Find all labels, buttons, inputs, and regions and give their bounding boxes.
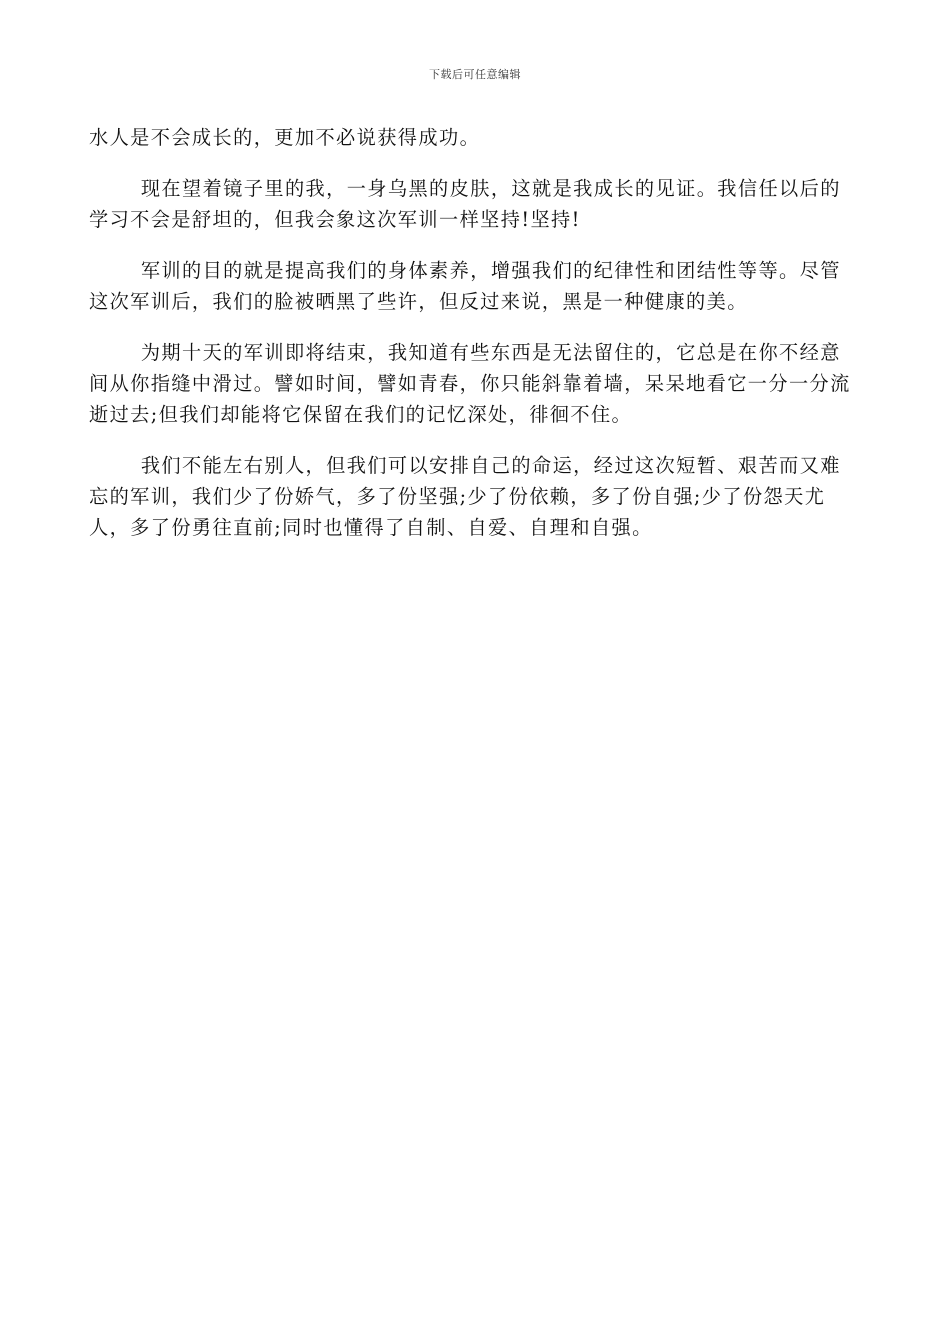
page-header: 下载后可任意编辑 — [429, 68, 521, 81]
paragraph-training-purpose: 军训的目的就是提高我们的身体素养，增强我们的纪律性和团结性等等。尽管这次军训后，我们的脸被晒黑了些许，但反过来说，黑是一种健康的美。 — [89, 259, 841, 313]
paragraph-mirror: 现在望着镜子里的我，一身乌黑的皮肤，这就是我成长的见证。我信任以后的学习不会是舒坦的，但我会象这次军训一样坚持!坚持! — [89, 177, 841, 231]
paragraph-ten-days: 为期十天的军训即将结束，我知道有些东西是无法留住的，它总是在你不经意间从你指缝中滑过。譬如时间，譬如青春，你只能斜靠着墙，呆呆地看它一分一分流逝过去;但我们却能将它保留在我们的记忆深处，徘徊不住。 — [89, 341, 851, 426]
paragraph-fate: 我们不能左右别人，但我们可以安排自己的命运，经过这次短暂、艰苦而又难忘的军训，我们少了份娇气，多了份坚强;少了份依赖，多了份自强;少了份怨天尤人，多了份勇往直前;同时也懂得了自制、自爱、自理和自强。 — [89, 454, 841, 539]
paragraph-continuation: 水人是不会成长的，更加不必说获得成功。 — [89, 126, 481, 149]
document-body — [89, 122, 861, 563]
